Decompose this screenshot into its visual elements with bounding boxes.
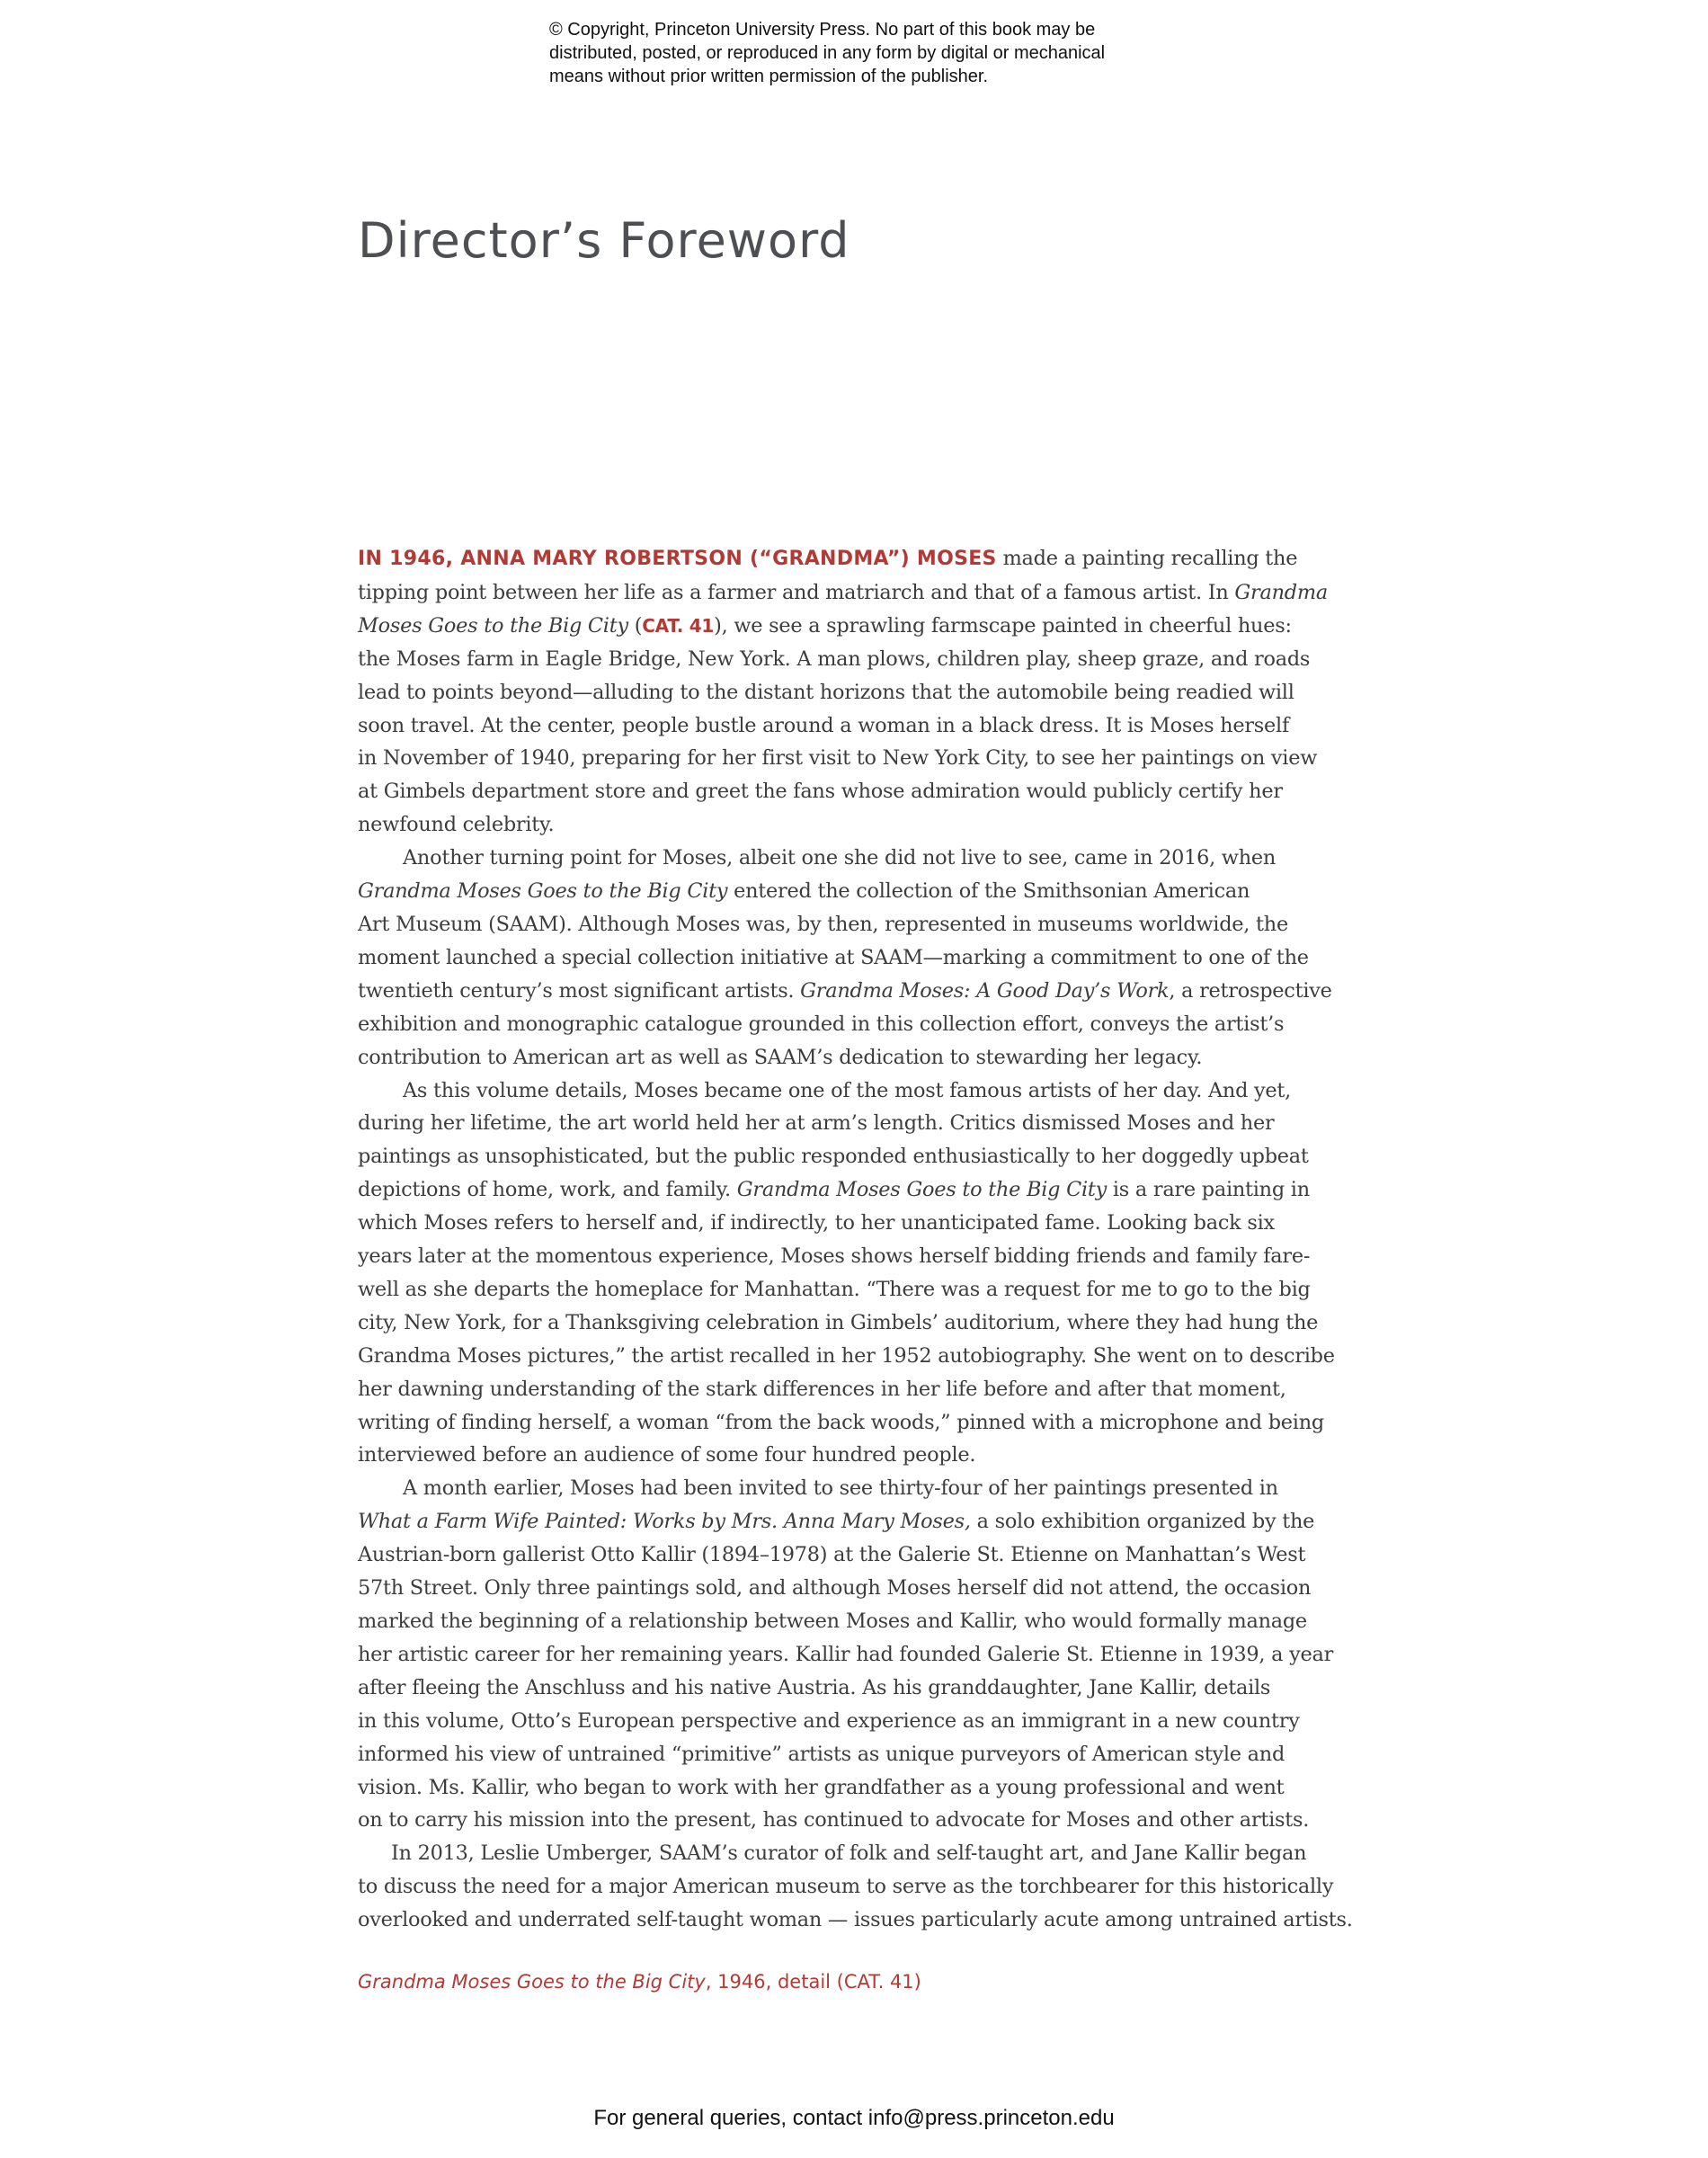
text-line: newfound celebrity. bbox=[358, 813, 555, 837]
text-line: Art Museum (SAAM). Although Moses was, by then, represented in museums worldwide, the bbox=[358, 912, 1288, 936]
text-line: at Gimbels department store and greet the fans whose admiration would publicly certify her bbox=[358, 780, 1283, 804]
text-line: during her lifetime, the art world held her at arm’s length. Critics dismissed Moses and her bbox=[358, 1111, 1275, 1136]
text-line: vision. Ms. Kallir, who began to work with her grandfather as a young professional and went bbox=[358, 1775, 1285, 1799]
paragraph-2 bbox=[358, 842, 1392, 1074]
catalogue-reference: CAT. 41 bbox=[642, 614, 715, 637]
text-line: A month earlier, Moses had been invited to see thirty-four of her paintings presented in bbox=[403, 1476, 1278, 1501]
text-line: twentieth century’s most significant artists. Grandma Moses: A Good Day’s Work, a retrospective bbox=[358, 978, 1332, 1003]
text-line: writing of finding herself, a woman “from the back woods,” pinned with a microphone and being bbox=[358, 1410, 1324, 1434]
paragraph-1 bbox=[358, 542, 1392, 842]
text-line: informed his view of untrained “primitive” artists as unique purveyors of American style and bbox=[358, 1742, 1285, 1766]
text-line: Moses Goes to the Big City (CAT. 41), we see a sprawling farmscape painted in cheerful hues: bbox=[358, 613, 1292, 638]
text-line: her dawning understanding of the stark differences in her life before and after that moment, bbox=[358, 1377, 1286, 1401]
exhibition-title: What a Farm Wife Painted: Works by Mrs. Anna Mary Moses, bbox=[358, 1510, 971, 1534]
text-line: on to carry his mission into the present, has continued to advocate for Moses and other artists. bbox=[358, 1808, 1310, 1833]
text-line: paintings as unsophisticated, but the public responded enthusiastically to her doggedly upbeat bbox=[358, 1145, 1309, 1169]
text-line: moment launched a special collection initiative at SAAM—marking a commitment to one of the bbox=[358, 945, 1309, 969]
caption-details: , 1946, detail (CAT. 41) bbox=[705, 1971, 921, 1993]
copyright-notice bbox=[549, 18, 1196, 88]
text-line: What a Farm Wife Painted: Works by Mrs. Anna Mary Moses, a solo exhibition organized by the bbox=[358, 1510, 1315, 1534]
text-line: In 2013, Leslie Umberger, SAAM’s curator of folk and self-taught art, and Jane Kallir began bbox=[391, 1841, 1307, 1866]
text-line: in this volume, Otto’s European perspective and experience as an immigrant in a new country bbox=[358, 1708, 1300, 1733]
artwork-title: Grandma Moses Goes to the Big City bbox=[358, 879, 728, 904]
paragraph-5 bbox=[358, 1837, 1392, 1937]
text-line: the Moses farm in Eagle Bridge, New York. A man plows, children play, sheep graze, and roads bbox=[358, 647, 1311, 671]
text-line: lead to points beyond—alluding to the distant horizons that the automobile being readied will bbox=[358, 680, 1294, 704]
paragraph-4 bbox=[358, 1472, 1392, 1837]
text-line: which Moses refers to herself and, if indirectly, to her unanticipated fame. Looking back six bbox=[358, 1211, 1275, 1235]
figure-caption bbox=[358, 1971, 921, 1993]
text-line: Austrian-born gallerist Otto Kallir (1894–1978) at the Galerie St. Etienne on Manhattan’s West bbox=[358, 1543, 1306, 1567]
text-line: city, New York, for a Thanksgiving celebration in Gimbels’ auditorium, where they had hung the bbox=[358, 1310, 1319, 1334]
footer-contact: For general queries, contact info@press.princeton.edu bbox=[593, 2106, 1115, 2130]
paragraph-3 bbox=[358, 1075, 1392, 1473]
text-line: interviewed before an audience of some four hundred people. bbox=[358, 1443, 976, 1467]
exhibition-title: Grandma Moses: A Good Day’s Work bbox=[800, 978, 1170, 1003]
text-line: after fleeing the Anschluss and his native Austria. As his granddaughter, Jane Kallir, details bbox=[358, 1675, 1271, 1699]
text-line: depictions of home, work, and family. Grandma Moses Goes to the Big City is a rare painting in bbox=[358, 1178, 1310, 1202]
text-line: As this volume details, Moses became one of the most famous artists of her day. And yet, bbox=[403, 1078, 1292, 1102]
caption-artwork-title: Grandma Moses Goes to the Big City bbox=[358, 1971, 706, 1993]
copyright-line: © Copyright, Princeton University Press. No part of this book may be bbox=[549, 20, 1096, 40]
lead-in: IN 1946, ANNA MARY ROBERTSON (“GRANDMA”) MOSES bbox=[358, 548, 997, 570]
text-line: her artistic career for her remaining years. Kallir had founded Galerie St. Etienne in 1939, a year bbox=[358, 1642, 1334, 1666]
copyright-line: means without prior written permission of the publisher. bbox=[549, 67, 989, 86]
page-title: Director’s Foreword bbox=[358, 212, 850, 269]
artwork-title: Grandma Moses Goes to the Big City bbox=[736, 1178, 1108, 1202]
text-line: tipping point between her life as a farmer and matriarch and that of a famous artist. In Grandma bbox=[358, 580, 1328, 604]
text-line: to discuss the need for a major American museum to serve as the torchbearer for this historically bbox=[358, 1875, 1334, 1899]
text-line: well as she departs the homeplace for Manhattan. “There was a request for me to go to the big bbox=[358, 1277, 1311, 1301]
text-line: soon travel. At the center, people bustle around a woman in a black dress. It is Moses herself bbox=[358, 713, 1289, 737]
text-line: IN 1946, ANNA MARY ROBERTSON (“GRANDMA”) MOSES made a painting recalling the bbox=[358, 547, 1298, 570]
text-line: contribution to American art as well as SAAM’s dedication to stewarding her legacy. bbox=[358, 1045, 1203, 1069]
text-line: years later at the momentous experience, Moses shows herself bidding friends and family fare- bbox=[358, 1244, 1311, 1269]
text-line: in November of 1940, preparing for her first visit to New York City, to see her paintings on view bbox=[358, 746, 1318, 771]
artwork-title: Grandma bbox=[1234, 580, 1328, 604]
body-text bbox=[358, 542, 1392, 1937]
text-line: Grandma Moses Goes to the Big City entered the collection of the Smithsonian American bbox=[358, 879, 1250, 904]
text-line: exhibition and monographic catalogue grounded in this collection effort, conveys the artist’s bbox=[358, 1012, 1285, 1036]
artwork-title: Moses Goes to the Big City bbox=[358, 613, 628, 638]
copyright-line: distributed, posted, or reproduced in any form by digital or mechanical bbox=[549, 43, 1106, 63]
text-line: Another turning point for Moses, albeit one she did not live to see, came in 2016, when bbox=[403, 846, 1277, 870]
text-line: overlooked and underrated self-taught woman — issues particularly acute among untrained artists. bbox=[358, 1908, 1353, 1932]
text-line: marked the beginning of a relationship between Moses and Kallir, who would formally manage bbox=[358, 1610, 1307, 1633]
text-line: Grandma Moses pictures,” the artist recalled in her 1952 autobiography. She went on to describe bbox=[358, 1343, 1335, 1368]
text-line: 57th Street. Only three paintings sold, and although Moses herself did not attend, the occasion bbox=[358, 1576, 1312, 1601]
